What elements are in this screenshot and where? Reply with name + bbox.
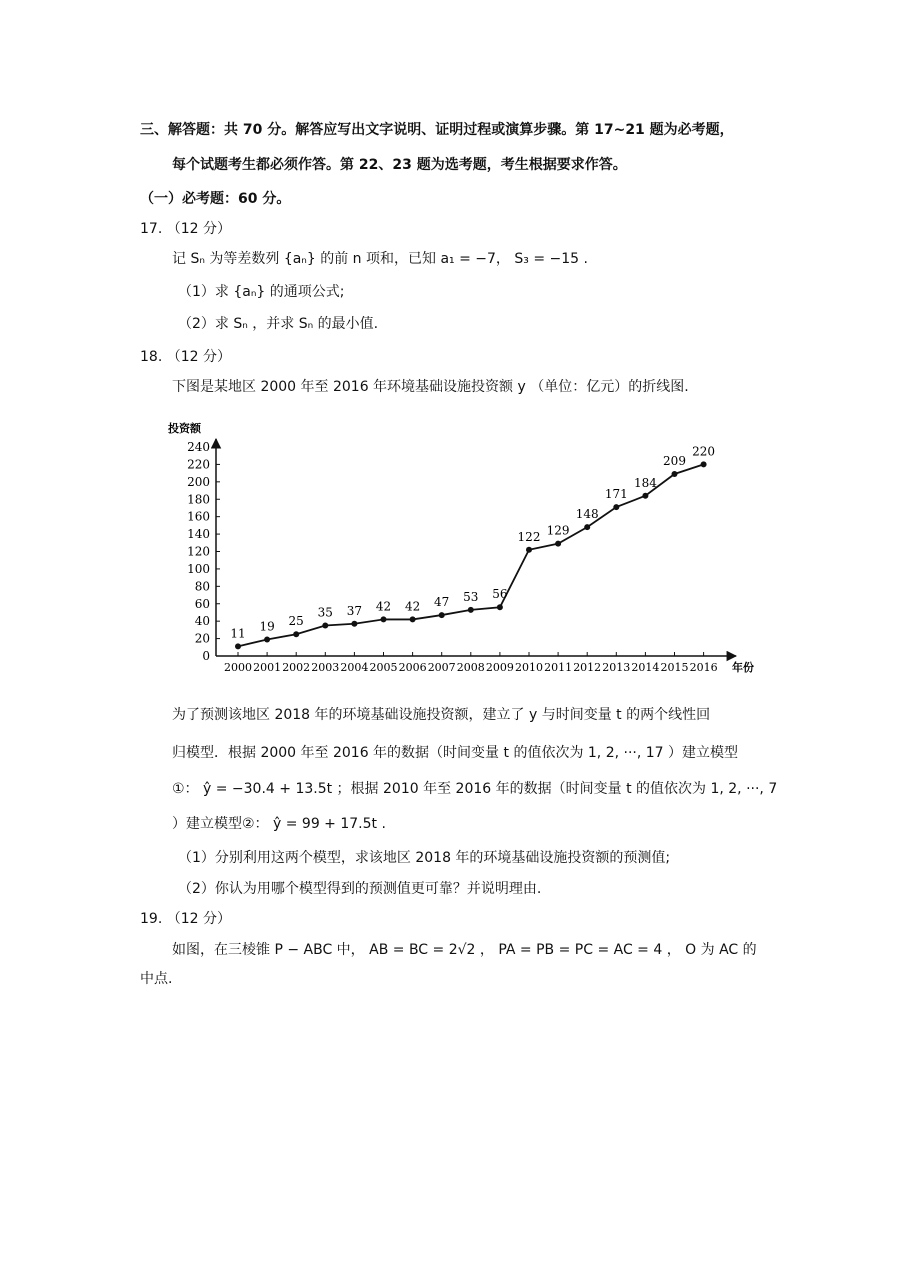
y-tick-label: 140 — [187, 527, 210, 542]
y-tick-label: 60 — [194, 596, 210, 611]
data-point — [672, 471, 678, 477]
data-label: 148 — [575, 507, 599, 522]
data-label: 220 — [692, 444, 716, 459]
q18-para3: ①： ŷ = −30.4 + 13.5t ；根据 2010 年至 2016 年的数据（时间变量 t 的值依次为 1, 2, ···, 7 — [172, 781, 778, 797]
q19-line2: 中点. — [140, 971, 173, 987]
x-tick-label: 2004 — [340, 661, 369, 674]
y-tick-label: 200 — [187, 474, 210, 489]
data-point — [351, 621, 357, 627]
y-tick-label: 120 — [187, 544, 210, 559]
y-tick-label: 0 — [202, 649, 210, 663]
q18-para1: 为了预测该地区 2018 年的环境基础设施投资额，建立了 y 与时间变量 t 的两个线性回 — [172, 707, 711, 723]
data-point — [381, 616, 387, 622]
data-point — [613, 504, 619, 510]
q18-number: 18. （12 分） — [140, 349, 231, 365]
y-tick-label: 180 — [187, 492, 210, 507]
data-label: 47 — [434, 595, 450, 610]
investment-line-chart — [160, 415, 760, 680]
x-tick-label: 2009 — [485, 661, 514, 674]
x-tick-label: 2000 — [224, 661, 252, 674]
y-axis-ticks — [187, 440, 220, 663]
q18-para4: ）建立模型②： ŷ = 99 + 17.5t . — [172, 816, 386, 832]
q18-para2: 归模型．根据 2000 年至 2016 年的数据（时间变量 t 的值依次为 1, 2, ···, 17 ）建立模型 — [172, 745, 739, 761]
x-tick-label: 2003 — [311, 661, 340, 674]
data-label: 11 — [230, 626, 246, 641]
x-tick-label: 2011 — [544, 661, 573, 674]
q17-number: 17. （12 分） — [140, 221, 231, 237]
q18-part1: （1）分别利用这两个模型，求该地区 2018 年的环境基础设施投资额的预测值; — [178, 850, 671, 866]
y-tick-label: 100 — [187, 561, 210, 576]
data-point — [701, 461, 707, 467]
x-tick-label: 2013 — [602, 661, 631, 674]
y-tick-label: 40 — [194, 614, 210, 629]
q17-part1: （1）求 {aₙ} 的通项公式; — [178, 284, 345, 300]
data-point — [526, 547, 532, 553]
section-subheader: （一）必考题：60 分。 — [140, 191, 291, 207]
q17-part2: （2）求 Sₙ ，并求 Sₙ 的最小值. — [178, 316, 379, 332]
x-tick-label: 2005 — [369, 661, 398, 674]
q17-stem: 记 Sₙ 为等差数列 {aₙ} 的前 n 项和，已知 a₁ = −7， S₃ = −15 . — [172, 251, 588, 267]
x-axis-label: 年份 — [732, 661, 754, 674]
x-tick-label: 2012 — [573, 661, 602, 674]
data-label: 129 — [546, 523, 570, 538]
series-line — [238, 464, 704, 646]
x-tick-label: 2002 — [282, 661, 311, 674]
data-point — [322, 623, 328, 629]
y-tick-label: 240 — [187, 440, 210, 454]
y-axis-label: 投资额 — [168, 422, 201, 435]
y-tick-label: 20 — [194, 631, 210, 646]
data-label: 122 — [517, 529, 541, 544]
y-tick-label: 160 — [187, 509, 210, 524]
data-label: 37 — [346, 603, 363, 618]
x-tick-label: 2006 — [398, 661, 427, 674]
section-header-line2: 每个试题考生都必须作答。第 22、23 题为选考题，考生根据要求作答。 — [172, 157, 627, 173]
q18-part2: （2）你认为用哪个模型得到的预测值更可靠？并说明理由. — [178, 881, 542, 897]
section-header-line1: 三、解答题：共 70 分。解答应写出文字说明、证明过程或演算步骤。第 17~21 题为必考题， — [140, 122, 734, 138]
data-label: 209 — [663, 453, 686, 468]
q18-intro: 下图是某地区 2000 年至 2016 年环境基础设施投资额 y （单位：亿元）的折线图. — [172, 379, 689, 395]
data-label: 35 — [317, 605, 333, 620]
data-point — [497, 604, 503, 610]
data-point — [235, 643, 241, 649]
data-point — [293, 631, 299, 637]
data-label: 53 — [463, 589, 479, 604]
data-label: 184 — [633, 475, 657, 490]
x-tick-label: 2010 — [515, 661, 543, 674]
data-point — [584, 524, 590, 530]
data-point — [642, 493, 648, 499]
data-label: 25 — [288, 614, 304, 629]
x-tick-label: 2007 — [427, 661, 456, 674]
x-tick-label: 2001 — [253, 661, 282, 674]
data-label: 171 — [604, 487, 628, 502]
x-tick-label: 2014 — [631, 661, 660, 674]
data-point — [264, 636, 270, 642]
y-tick-label: 80 — [194, 579, 210, 594]
q19-line1: 如图，在三棱锥 P − ABC 中， AB = BC = 2√2 ， PA = PB = PC = AC = 4 ， O 为 AC 的 — [172, 942, 757, 958]
x-tick-label: 2016 — [689, 661, 718, 674]
data-point — [468, 607, 474, 613]
x-tick-label: 2015 — [660, 661, 689, 674]
data-point — [410, 616, 416, 622]
data-label: 42 — [375, 599, 392, 614]
data-label: 42 — [404, 599, 421, 614]
q19-number: 19. （12 分） — [140, 911, 231, 927]
data-point — [555, 541, 561, 547]
data-point — [439, 612, 445, 618]
x-tick-label: 2008 — [456, 661, 485, 674]
data-label: 19 — [259, 619, 275, 634]
data-label: 56 — [492, 587, 508, 602]
y-tick-label: 220 — [187, 457, 210, 472]
